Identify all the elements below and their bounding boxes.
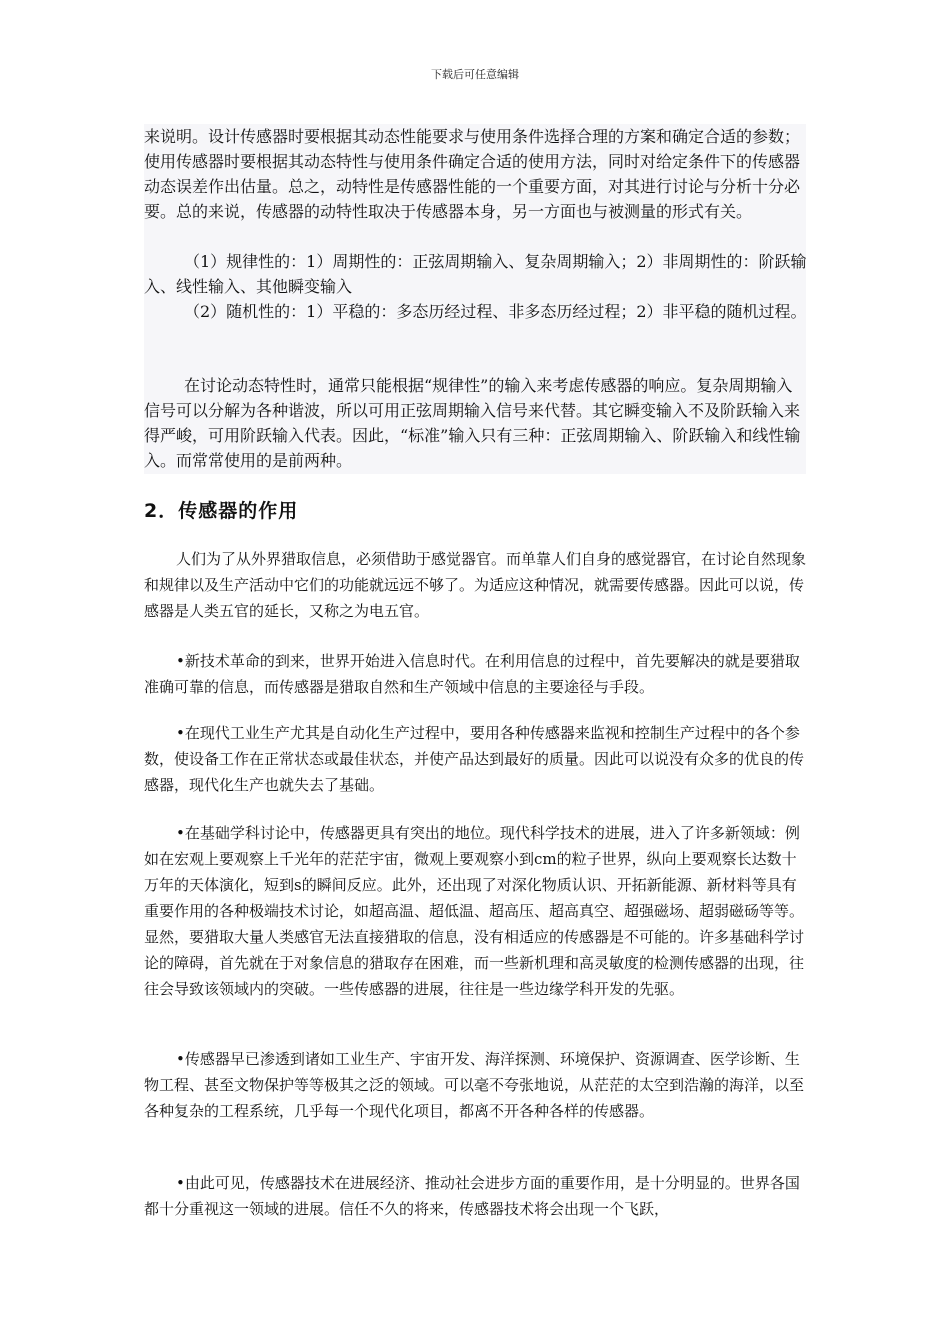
paragraph-conclusion: •由此可见，传感器技术在进展经济、推动社会进步方面的重要作用，是十分明显的。世界各国都十分重视这一领域的进展。信任不久的将来，传感器技术将会出现一个飞跃， — [144, 1174, 800, 1218]
paragraph-random-inputs: （2）随机性的：1）平稳的：多态历经过程、非多态历经过程；2）非平稳的随机过程。 — [184, 302, 807, 321]
paragraph-information-age: •新技术革命的到来，世界开始进入信息时代。在利用信息的过程中，首先要解决的就是要猎取准确可靠的信息，而传感器是猎取自然和生产领域中信息的主要途径与手段。 — [144, 652, 800, 696]
paragraph-dynamic-characteristics: 来说明。设计传感器时要根据其动态性能要求与使用条件选择合理的方案和确定合适的参数；使用传感器时要根据其动态特性与使用条件确定合适的使用方法，同时对给定条件下的传感器动态误差作出估量。总之，动特性是传感器性能的一个重要方面，对其进行讨论与分析十分必要。总的来说，传感器的动特性取决于传感器本身，另一方面也与被测量的形式有关。 — [144, 127, 801, 221]
paragraph-basic-science: •在基础学科讨论中，传感器更具有突出的地位。现代科学技术的进展，进入了许多新领域：例如在宏观上要观察上千光年的茫茫宇宙，微观上要观察小到cm的粒子世界，纵向上要观察长达数十万年的天体演化，短到s的瞬间反应。此外，还出现了对深化物质认识、开拓新能源、新材料等具有重要作用的各种极端技术讨论，如超高温、超低温、超高压、超高真空、超强磁场、超弱磁砀等等。显然，要猎取大量人类感官无法直接猎取的信息，没有相适应的传感器是不可能的。许多基础科学讨论的障碍，首先就在于对象信息的猎取存在困难，而一些新机理和高灵敏度的检测传感器的出现，往往会导致该领域内的突破。一些传感器的进展，往往是一些边缘学科开发的先驱。 — [144, 824, 805, 998]
paragraph-standard-inputs: 在讨论动态特性时，通常只能根据“规律性”的输入来考虑传感器的响应。复杂周期输入信号可以分解为各种谐波，所以可用正弦周期输入信号来代替。其它瞬变输入不及阶跃输入来得严峻，可用阶跃输入代表。因此，“标准”输入只有三种：正弦周期输入、阶跃输入和线性输入。而常常使用的是前两种。 — [144, 376, 801, 470]
paragraph-senses: 人们为了从外界猎取信息，必须借助于感觉器官。而单靠人们自身的感觉器官，在讨论自然现象和规律以及生产活动中它们的功能就远远不够了。为适应这种情况，就需要传感器。因此可以说，传感器是人类五官的延长，又称之为电五官。 — [144, 550, 807, 620]
paragraph-wide-applications: •传感器早已渗透到诸如工业生产、宇宙开发、海洋探测、环境保护、资源调查、医学诊断、生物工程、甚至文物保护等等极其之泛的领域。可以毫不夸张地说，从茫茫的太空到浩瀚的海洋，以至各种复杂的工程系统，几乎每一个现代化项目，都离不开各种各样的传感器。 — [144, 1050, 805, 1120]
paragraph-regular-inputs: （1）规律性的：1）周期性的：正弦周期输入、复杂周期输入；2）非周期性的：阶跃输入、线性输入、其他瞬变输入 — [144, 252, 807, 296]
page-header: 下载后可任意编辑 — [431, 68, 519, 81]
paragraph-industrial-production: •在现代工业生产尤其是自动化生产过程中，要用各种传感器来监视和控制生产过程中的各个参数，使设备工作在正常状态或最佳状态，并使产品达到最好的质量。因此可以说没有众多的优良的传感器，现代化生产也就失去了基础。 — [144, 724, 805, 794]
section-heading: 2．传感器的作用 — [144, 500, 299, 522]
